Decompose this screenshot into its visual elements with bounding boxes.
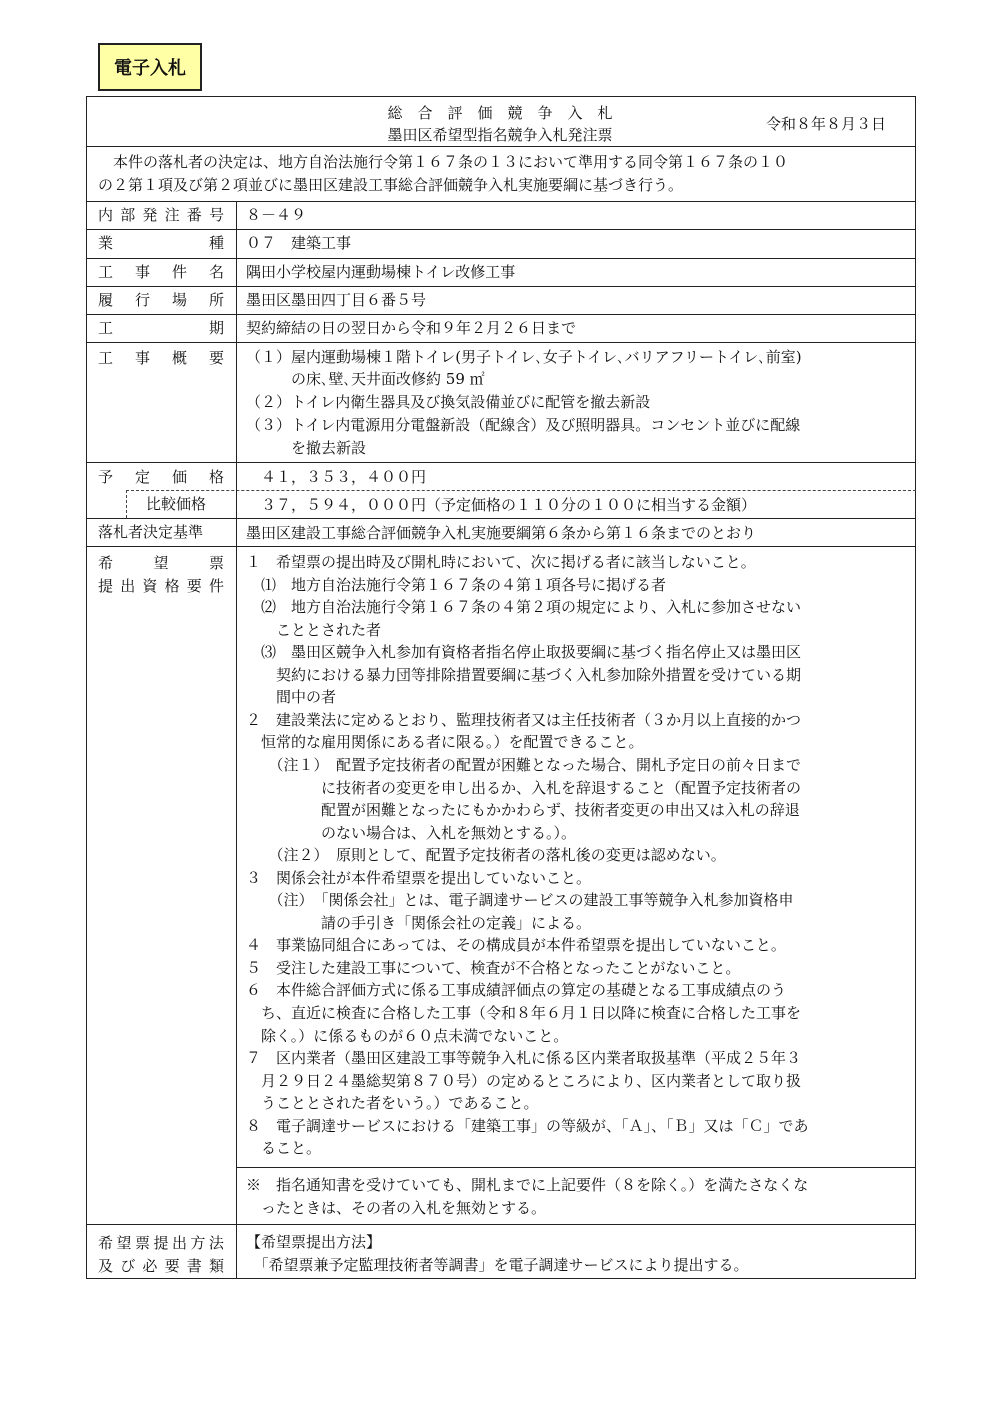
requirement-line: に技術者の変更を申し出るか、入札を辞退すること（配置予定技術者の [246, 778, 802, 797]
submission-heading: 【希望票提出方法】 [246, 1233, 382, 1251]
row-divider [86, 229, 916, 230]
summary-line: の床､壁､天井面改修約 59 ㎡ [246, 370, 485, 388]
work-place-label: 履 行 場 所 [98, 291, 224, 309]
row-divider [86, 314, 916, 315]
intro-line: の２第１項及び第２項並びに墨田区建設工事総合評価競争入札実施要綱に基づき行う。 [98, 176, 684, 194]
work-name-value: 隅田小学校屋内運動場棟トイレ改修工事 [246, 263, 516, 281]
row-divider [86, 201, 916, 202]
requirement-line: ２ 建設業法に定めるとおり、監理技術者又は主任技術者（３か月以上直接的かつ [246, 710, 802, 729]
row-divider [86, 342, 916, 343]
requirement-line: ７ 区内業者（墨田区建設工事等競争入札に係る区内業者取扱基準（平成２５年３ [246, 1049, 802, 1068]
requirement-line: １ 希望票の提出時及び開札時において、次に掲げる者に該当しないこと。 [246, 553, 756, 571]
compare-price-value: ３７，５９４，０００円（予定価格の１１０分の１００に相当する金額） [246, 496, 757, 514]
requirement-line: ５ 受注した建設工事について、検査が不合格となったことがないこと。 [246, 958, 741, 977]
requirement-line: ４ 事業協同組合にあっては、その構成員が本件希望票を提出していないこと。 [246, 936, 786, 955]
row-divider [86, 462, 916, 463]
row-divider [86, 146, 916, 147]
submission-label-2: 及 び 必 要 書 類 [98, 1257, 224, 1275]
requirement-line: 契約における暴力団等排除措置要綱に基づく入札参加除外措置を受けている期 [246, 665, 802, 684]
summary-line: （３）トイレ内電源用分電盤新設（配線含）及び照明器具。コンセント並びに配線 [246, 416, 801, 434]
submission-text: 「希望票兼予定監理技術者等調書」を電子調達サービスにより提出する。 [246, 1256, 749, 1274]
price-label: 予 定 価 格 [98, 468, 224, 486]
criteria-value: 墨田区建設工事総合評価競争入札実施要綱第６条から第１６条までのとおり [246, 524, 757, 542]
requirement-line: 配置が困難となったにもかかわらず、技術者変更の申出又は入札の辞退 [246, 801, 800, 820]
price-value: ４１，３５３，４００円 [246, 468, 427, 486]
summary-line: （１）屋内運動場棟１階トイレ(男子トイレ､女子トイレ､バリアフリートイレ､前室) [246, 348, 802, 366]
row-divider [86, 286, 916, 287]
page-subtitle: 墨田区希望型指名競争入札発注票 [387, 126, 613, 144]
requirement-line: 請の手引き「関係会社の定義」による。 [246, 913, 592, 932]
column-divider [236, 201, 237, 1279]
requirement-line: ⑶ 墨田区競争入札参加有資格者指名停止取扱要綱に基づく指名停止又は墨田区 [246, 643, 802, 662]
requirement-line: のない場合は、入札を無効とする。）。 [246, 823, 577, 842]
category-value: ０７ 建築工事 [246, 234, 352, 252]
row-divider [86, 258, 916, 259]
requirement-line: ８ 電子調達サービスにおける「建築工事」の等級が、「Ａ」、「Ｂ」又は「Ｃ」であ [246, 1116, 809, 1135]
category-label: 業 種 [98, 234, 224, 252]
work-period-value: 契約締結の日の翌日から令和９年２月２６日まで [246, 319, 577, 337]
requirement-line: ること。 [246, 1139, 322, 1158]
requirement-line: うこととされた者をいう。）であること。 [246, 1094, 539, 1113]
requirement-line: ６ 本件総合評価方式に係る工事成績評価点の算定の基礎となる工事成績点のう [246, 981, 787, 1000]
order-no-label: 内 部 発 注 番 号 [98, 206, 224, 224]
requirement-line: （注２） 原則として、配置予定技術者の落札後の変更は認めない。 [246, 846, 726, 865]
requirement-line: ３ 関係会社が本件希望票を提出していないこと。 [246, 868, 592, 887]
requirement-line: 恒常的な雇用関係にある者に限る。）を配置できること。 [246, 733, 644, 752]
requirement-line: ⑴ 地方自治法施行令第１６７条の４第１項各号に掲げる者 [246, 575, 667, 594]
requirements-label-2: 提 出 資 格 要 件 [98, 577, 224, 595]
submission-label-1: 希 望 票 提 出 方 法 [98, 1234, 224, 1252]
work-place-value: 墨田区墨田四丁目６番５号 [246, 291, 427, 309]
electronic-bid-tag: 電子入札 [98, 43, 202, 91]
summary-label: 工 事 概 要 [98, 349, 224, 367]
summary-line: （２）トイレ内衛生器具及び換気設備並びに配管を撤去新設 [246, 393, 651, 411]
requirement-line: 月２９日２４墨総契第８７０号）の定めるところにより、区内業者として取り扱 [246, 1071, 802, 1090]
row-divider [86, 1224, 916, 1225]
criteria-label: 落札者決定基準 [98, 523, 204, 541]
issue-date: 令和８年８月３日 [766, 115, 887, 133]
requirements-note: ※ 指名通知書を受けていても、開札までに上記要件（８を除く。）を満たさなくな [246, 1176, 809, 1194]
note-divider [236, 1167, 916, 1168]
requirement-line: （注） 「関係会社」とは、電子調達サービスの建設工事等競争入札参加資格申 [246, 891, 794, 910]
row-divider [86, 518, 916, 519]
summary-line: を撤去新設 [246, 439, 367, 457]
requirements-label-1: 希 望 票 [98, 554, 224, 572]
requirement-line: こととされた者 [246, 620, 382, 639]
page-title: 総 合 評 価 競 争 入 札 [387, 104, 613, 122]
intro-line: 本件の落札者の決定は、地方自治法施行令第１６７条の１３において準用する同令第１６７条の１０ [98, 153, 789, 171]
compare-price-label: 比較価格 [146, 495, 207, 513]
requirement-line: 除く。）に係るものが６０点未満でないこと。 [246, 1026, 569, 1045]
requirement-line: 間中の者 [246, 688, 337, 707]
requirement-line: （注１） 配置予定技術者の配置が困難となった場合、開札予定日の前々日まで [246, 755, 802, 774]
requirements-note: ったときは、その者の入札を無効とする。 [246, 1199, 547, 1217]
row-divider [86, 546, 916, 547]
work-period-label: 工 期 [98, 319, 224, 337]
work-name-label: 工 事 件 名 [98, 263, 224, 281]
requirement-line: ⑵ 地方自治法施行令第１６７条の４第２項の規定により、入札に参加させない [246, 598, 802, 617]
order-no-value: ８－４９ [246, 206, 307, 224]
requirement-line: ち、直近に検査に合格した工事（令和８年６月１日以降に検査に合格した工事を [246, 1004, 802, 1022]
